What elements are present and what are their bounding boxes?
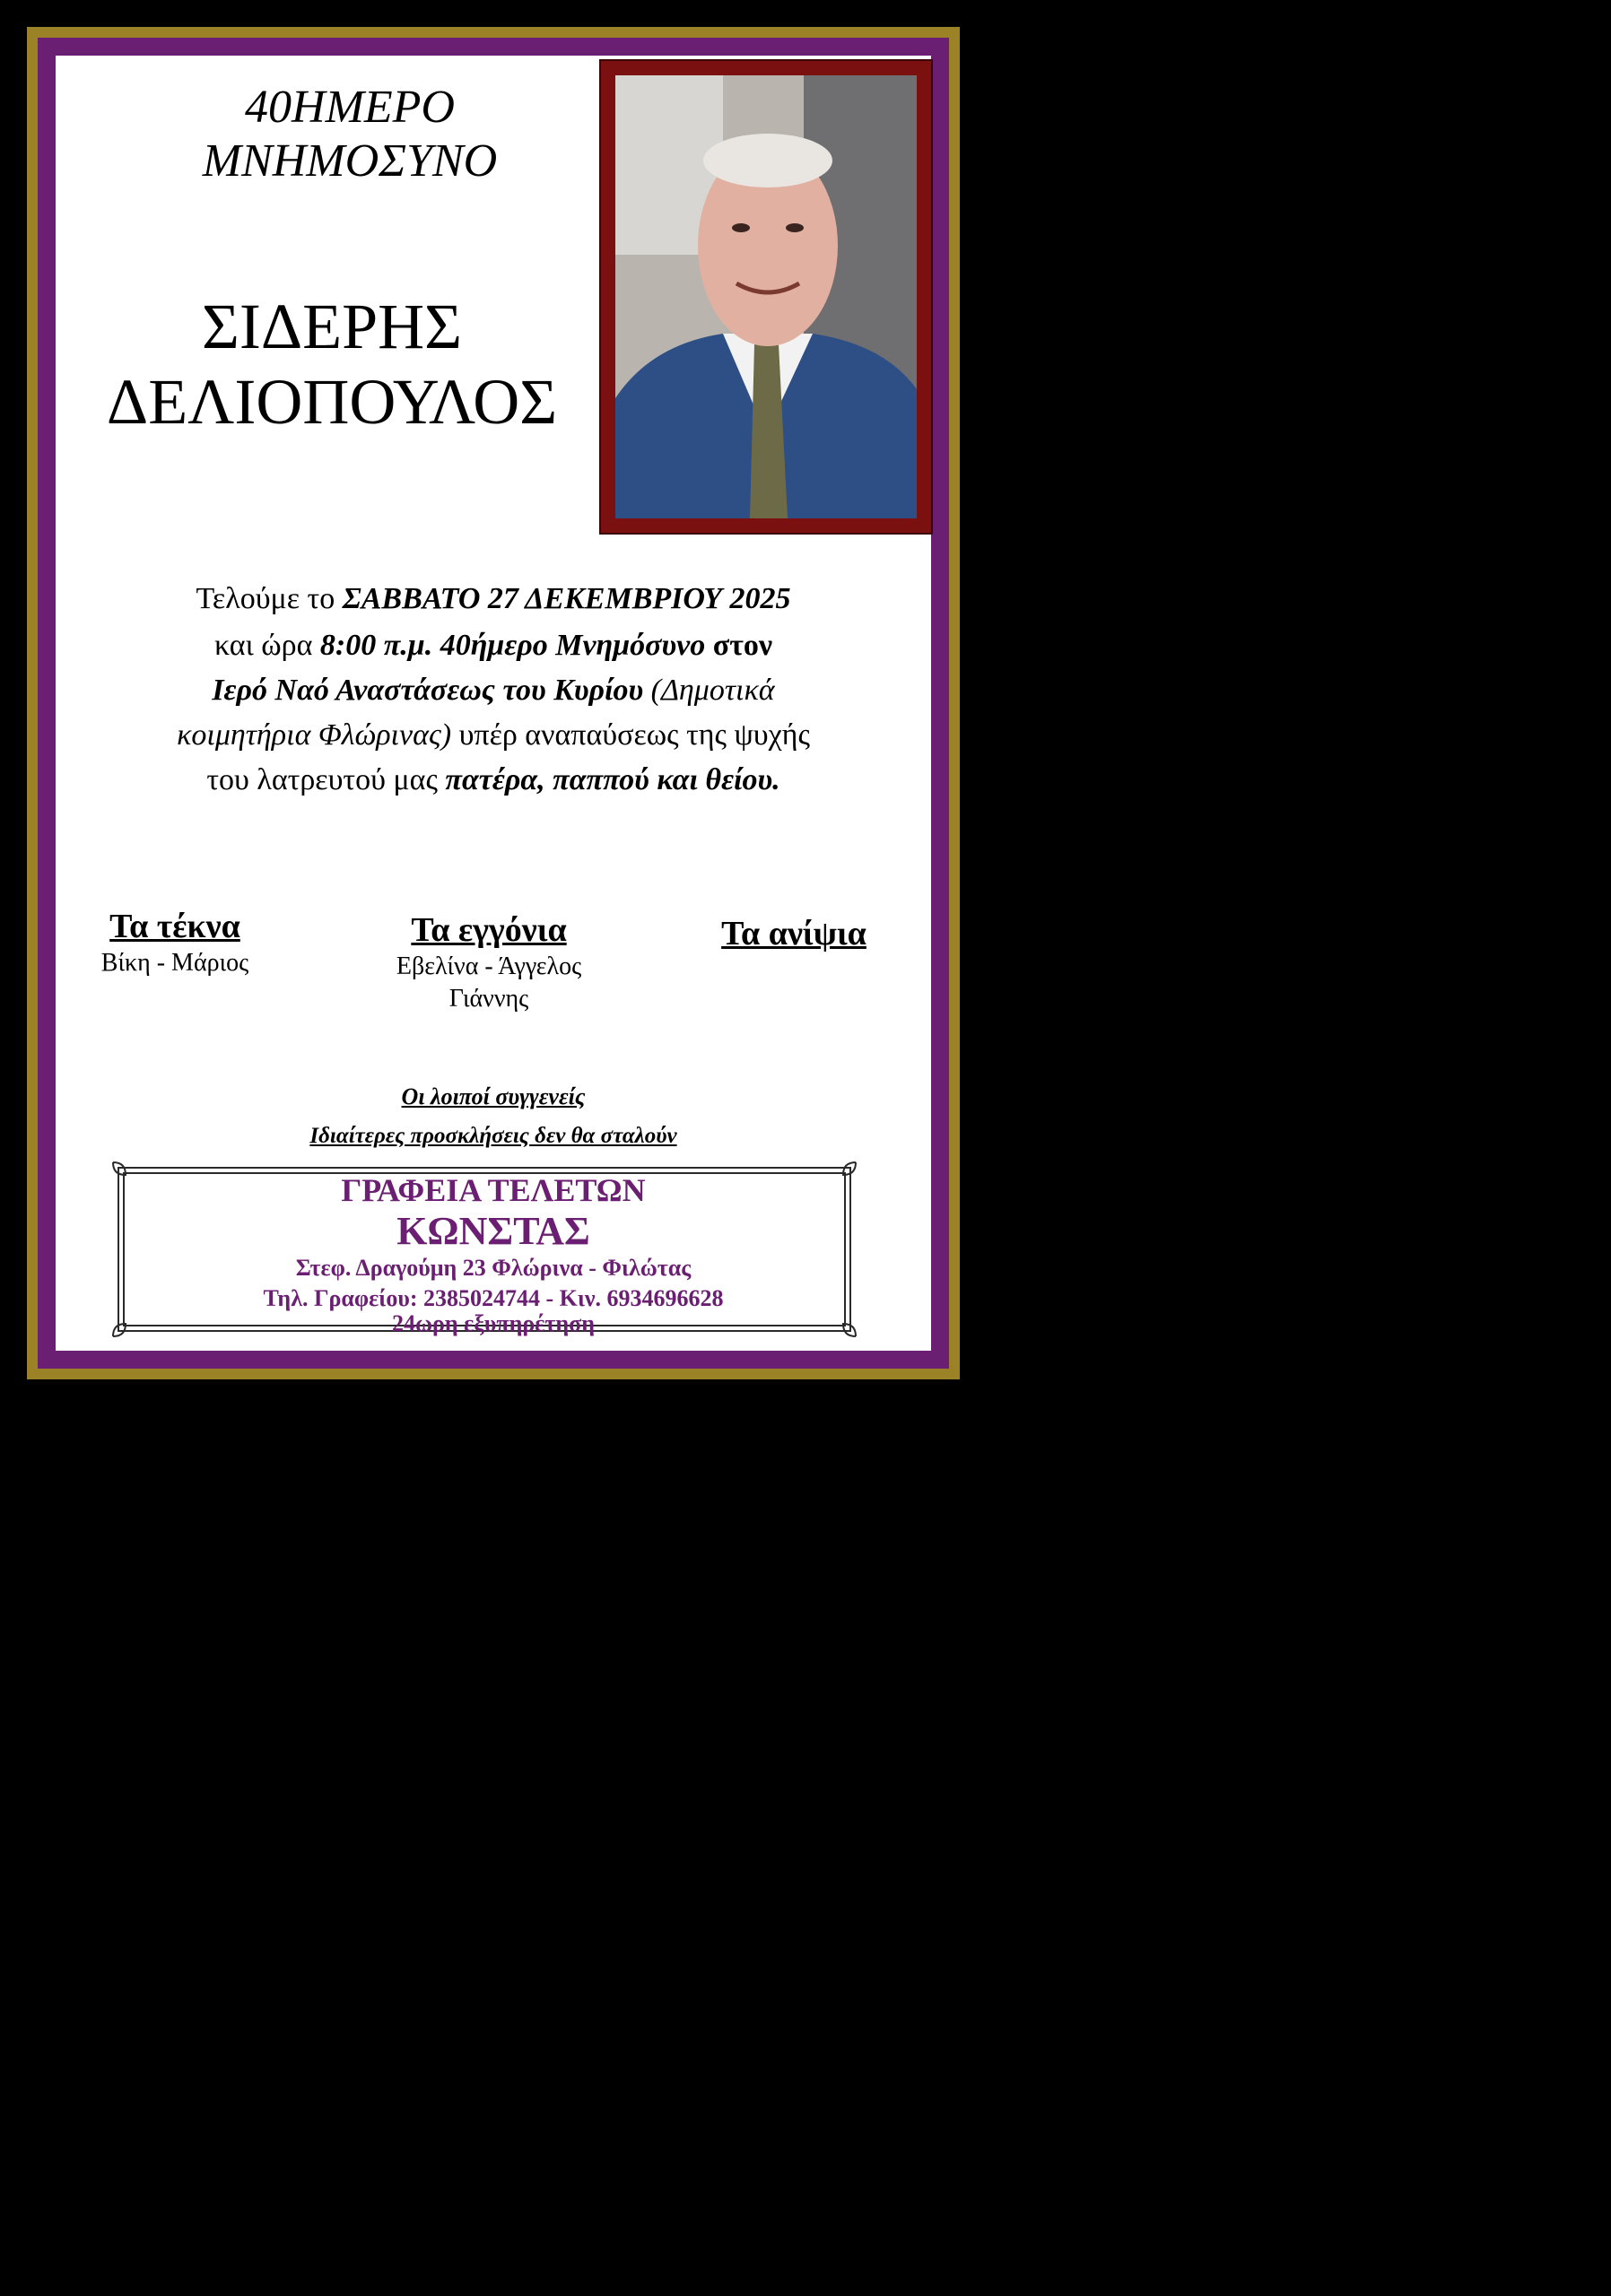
relations-text: πατέρα, παππού και θείου.: [445, 763, 780, 796]
text-l1a: Τελούμε το: [196, 582, 343, 615]
footer-name: ΚΩΝΣΤΑΣ: [396, 1209, 590, 1253]
children-names: Βίκη - Μάριος: [100, 949, 249, 977]
text-line-3: [56, 673, 931, 709]
no-invites-line: Ιδιαίτερες προσκλήσεις δεν θα σταλούν: [309, 1124, 677, 1148]
time-text: 8:00 π.μ. 40ήμερο Μνημόσυνο: [319, 629, 713, 662]
text-line-5: [56, 762, 931, 798]
children-heading: Τα τέκνα: [109, 908, 240, 945]
text-l2a: και ώρα: [213, 629, 320, 662]
children-group: [72, 906, 278, 979]
memorial-notice: [0, 0, 987, 1406]
grandchildren-names-1: Εβελίνα - Άγγελος: [396, 952, 582, 980]
grandchildren-names-2: Γιάννης: [448, 985, 529, 1013]
grandchildren-heading: Τα εγγόνια: [411, 911, 567, 949]
first-name: ΣΙΔΕΡΗΣ: [201, 291, 463, 362]
nephews-group: [691, 913, 897, 954]
grandchildren-group: [363, 909, 614, 1015]
nephews-heading: Τα ανίψια: [721, 915, 866, 952]
text-l4b: υπέρ αναπαύσεως της ψυχής: [458, 718, 810, 752]
footer-address: Στεφ. Δραγούμη 23 Φλώρινα - Φιλώτας: [295, 1255, 692, 1281]
title-line-2: ΜΝΗΜΟΣΥΝΟ: [202, 135, 498, 187]
footer-company: ΓΡΑΦΕΙΑ ΤΕΛΕΤΩΝ: [341, 1172, 646, 1208]
footer-service: 24ωρη εξυπηρέτηση: [391, 1310, 596, 1336]
last-name: ΔΕΛΙΟΠΟΥΛΟΣ: [106, 366, 558, 438]
church-text: Ιερό Ναό Αναστάσεως του Κυρίου: [212, 674, 651, 707]
text-line-4: [56, 718, 931, 753]
text-l2c: στον: [712, 629, 773, 662]
title-line-1: 40ΗΜΕΡΟ: [245, 82, 455, 133]
portrait-image: [615, 75, 917, 518]
date-text: ΣΑΒΒΑΤΟ 27 ΔΕΚΕΜΒΡΙΟΥ 2025: [342, 582, 791, 615]
text-line-1: [56, 581, 931, 617]
relatives-line: Οι λοιποί συγγενείς: [401, 1083, 586, 1109]
title: [161, 81, 538, 188]
footer-phones: Τηλ. Γραφείου: 2385024744 - Κιν. 6934696628: [263, 1285, 724, 1311]
text-l4a: κοιμητήρια Φλώρινας): [177, 718, 459, 752]
text-l3b: (Δημοτικά: [650, 674, 775, 707]
text-line-2: [56, 628, 931, 664]
deceased-name: [72, 289, 592, 439]
portrait-photo: [599, 59, 933, 535]
text-l5a: του λατρευτού μας: [206, 763, 446, 796]
